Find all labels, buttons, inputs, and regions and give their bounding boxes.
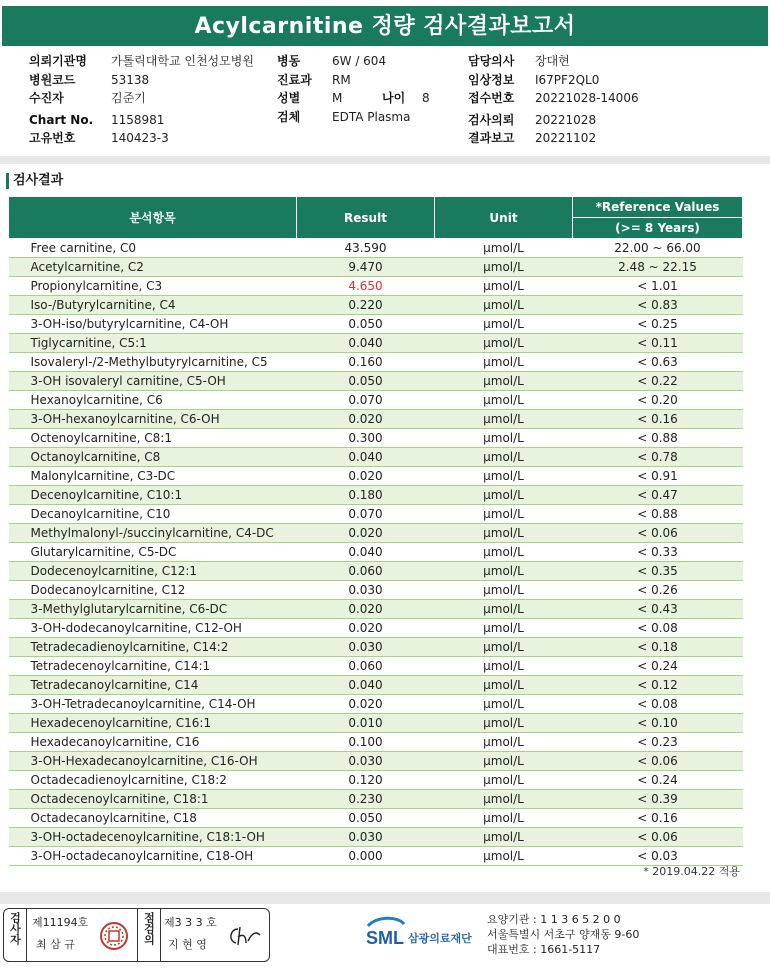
info-row: [468, 89, 639, 108]
info-label: 병동: [277, 54, 301, 68]
info-label: 고유번호: [29, 131, 76, 145]
info-value: 1158981: [111, 112, 165, 127]
table-row: [9, 847, 743, 866]
info-label: 진료과: [277, 72, 312, 87]
info-value: RM: [332, 72, 351, 87]
info-row: [29, 129, 254, 148]
analyte-name: Octanoylcarnitine, C8: [9, 448, 297, 467]
reference-value: < 0.23: [573, 733, 743, 752]
result-value: 9.470: [297, 258, 435, 277]
divider: [160, 909, 161, 961]
result-value: 0.040: [297, 543, 435, 562]
info-value: 가톨릭대학교 인천성모병원: [111, 54, 254, 68]
examiner-label-text: 검사자: [8, 912, 22, 945]
result-value: 0.000: [297, 847, 435, 866]
table-row: [9, 334, 743, 353]
result-value: 0.030: [297, 581, 435, 600]
info-label: 성별: [277, 91, 301, 105]
reference-value: < 0.33: [573, 543, 743, 562]
reference-value: < 1.01: [573, 277, 743, 296]
result-value: 0.040: [297, 676, 435, 695]
unit-value: μmol/L: [435, 239, 573, 258]
info-row: [277, 52, 430, 71]
reference-value: < 0.18: [573, 638, 743, 657]
unit-value: μmol/L: [435, 676, 573, 695]
reference-value: < 0.11: [573, 334, 743, 353]
result-value: 0.160: [297, 353, 435, 372]
analyte-name: Tiglycarnitine, C5:1: [9, 334, 297, 353]
divider: [137, 909, 138, 961]
info-row: [277, 89, 430, 108]
analyte-name: Hexadecanoylcarnitine, C16: [9, 733, 297, 752]
table-row: [9, 448, 743, 467]
info-value: 53138: [111, 72, 150, 87]
reference-value: < 0.25: [573, 315, 743, 334]
info-label: 병원코드: [29, 72, 76, 87]
reviewer-name: 지 현 영: [168, 938, 207, 951]
table-row: [9, 809, 743, 828]
signature-icon: [226, 923, 262, 949]
info-label: 수진자: [29, 91, 64, 105]
result-value: 4.650: [297, 277, 435, 296]
analyte-name: 3-OH-octadecenoylcarnitine, C18:1-OH: [9, 828, 297, 847]
analyte-name: Propionylcarnitine, C3: [9, 277, 297, 296]
unit-value: μmol/L: [435, 486, 573, 505]
info-value: 6W / 604: [332, 54, 387, 68]
info-label: 담당의사: [468, 54, 515, 68]
col-ref-header: *Reference Values: [573, 197, 743, 218]
info-value: 20221102: [535, 131, 597, 145]
info-value: I67PF2QL0: [535, 72, 600, 87]
institution-address: 서울특별시 서초구 양재동 9-60: [487, 928, 640, 941]
analyte-name: Malonylcarnitine, C3-DC: [9, 467, 297, 486]
info-value: 20221028: [535, 112, 597, 127]
table-row: [9, 676, 743, 695]
results-table: [8, 196, 743, 866]
table-row: [9, 429, 743, 448]
result-value: 0.070: [297, 391, 435, 410]
result-value: 0.020: [297, 695, 435, 714]
info-value: 김준기: [111, 91, 146, 105]
info-row: [277, 71, 430, 90]
unit-value: μmol/L: [435, 733, 573, 752]
reference-value: 2.48 ~ 22.15: [573, 258, 743, 277]
reference-value: 22.00 ~ 66.00: [573, 239, 743, 258]
reviewer-number: 제3 3 3 호: [164, 916, 217, 929]
analyte-name: Acetylcarnitine, C2: [9, 258, 297, 277]
analyte-name: 3-OH-hexanoylcarnitine, C6-OH: [9, 410, 297, 429]
unit-value: μmol/L: [435, 448, 573, 467]
result-value: 0.010: [297, 714, 435, 733]
table-row: [9, 828, 743, 847]
unit-value: μmol/L: [435, 619, 573, 638]
unit-value: μmol/L: [435, 258, 573, 277]
unit-value: μmol/L: [435, 467, 573, 486]
analyte-name: Iso-/Butyrylcarnitine, C4: [9, 296, 297, 315]
footer-band: [0, 892, 770, 904]
patient-info-col3: [468, 52, 639, 148]
info-value: 장대현: [535, 54, 570, 68]
info-row: [29, 89, 254, 108]
analyte-name: Octadecanoylcarnitine, C18: [9, 809, 297, 828]
unit-value: μmol/L: [435, 372, 573, 391]
table-row: [9, 505, 743, 524]
table-row: [9, 790, 743, 809]
unit-value: μmol/L: [435, 828, 573, 847]
reference-value: < 0.16: [573, 809, 743, 828]
reference-value: < 0.63: [573, 353, 743, 372]
result-value: 0.030: [297, 828, 435, 847]
unit-value: μmol/L: [435, 714, 573, 733]
col-unit-header: Unit: [435, 197, 573, 239]
reference-value: < 0.03: [573, 847, 743, 866]
unit-value: μmol/L: [435, 524, 573, 543]
info-label: 검사의뢰: [468, 112, 515, 127]
result-value: 0.040: [297, 448, 435, 467]
institution-info: [487, 912, 639, 957]
reference-value: < 0.39: [573, 790, 743, 809]
analyte-name: 3-OH-Tetradecanoylcarnitine, C14-OH: [9, 695, 297, 714]
result-value: 0.100: [297, 733, 435, 752]
analyte-name: Glutarylcarnitine, C5-DC: [9, 543, 297, 562]
unit-value: μmol/L: [435, 809, 573, 828]
sml-logo-icon: [364, 912, 482, 958]
table-row: [9, 277, 743, 296]
info-label: Chart No.: [29, 112, 94, 127]
col-ref-subheader: (>= 8 Years): [573, 218, 743, 239]
table-row: [9, 581, 743, 600]
result-value: 0.020: [297, 619, 435, 638]
info-value: EDTA Plasma: [332, 109, 411, 124]
logo-text: SML: [366, 928, 404, 948]
analyte-name: Methylmalonyl-/succinylcarnitine, C4-DC: [9, 524, 297, 543]
info-label: 임상정보: [468, 72, 515, 87]
table-row: [9, 315, 743, 334]
unit-value: μmol/L: [435, 562, 573, 581]
result-value: 0.230: [297, 790, 435, 809]
table-row: [9, 714, 743, 733]
result-value: 0.020: [297, 524, 435, 543]
info-row: [29, 52, 254, 71]
analyte-name: Decanoylcarnitine, C10: [9, 505, 297, 524]
unit-value: μmol/L: [435, 752, 573, 771]
unit-value: μmol/L: [435, 391, 573, 410]
examiner-seal-icon: [99, 921, 129, 951]
result-value: 43.590: [297, 239, 435, 258]
results-body: [9, 239, 743, 866]
result-value: 0.120: [297, 771, 435, 790]
unit-value: μmol/L: [435, 790, 573, 809]
unit-value: μmol/L: [435, 410, 573, 429]
unit-value: μmol/L: [435, 657, 573, 676]
reference-value: < 0.88: [573, 429, 743, 448]
reference-value: < 0.06: [573, 828, 743, 847]
unit-value: μmol/L: [435, 847, 573, 866]
reference-value: < 0.24: [573, 771, 743, 790]
age-value: 8: [422, 91, 430, 105]
table-row: [9, 467, 743, 486]
report-title: Acylcarnitine 정량 검사결과보고서: [2, 6, 768, 46]
info-label: 결과보고: [468, 131, 515, 145]
info-row: [29, 111, 254, 130]
signature-box: [3, 908, 270, 962]
unit-value: μmol/L: [435, 277, 573, 296]
reference-value: < 0.06: [573, 524, 743, 543]
reference-value: < 0.12: [573, 676, 743, 695]
table-row: [9, 657, 743, 676]
divider: [26, 909, 27, 961]
analyte-name: Octadecenoylcarnitine, C18:1: [9, 790, 297, 809]
table-row: [9, 752, 743, 771]
analyte-name: 3-OH-Hexadecanoylcarnitine, C16-OH: [9, 752, 297, 771]
reference-value: < 0.91: [573, 467, 743, 486]
institution-code: 요양기관 : 1 1 3 6 5 2 0 0: [487, 913, 621, 926]
table-row: [9, 733, 743, 752]
table-row: [9, 410, 743, 429]
table-row: [9, 638, 743, 657]
analyte-name: Hexadecenoylcarnitine, C16:1: [9, 714, 297, 733]
info-value: 140423-3: [111, 131, 169, 145]
unit-value: μmol/L: [435, 771, 573, 790]
unit-value: μmol/L: [435, 695, 573, 714]
table-row: [9, 695, 743, 714]
unit-value: μmol/L: [435, 315, 573, 334]
result-value: 0.050: [297, 315, 435, 334]
unit-value: μmol/L: [435, 334, 573, 353]
info-row: [468, 71, 639, 90]
table-row: [9, 486, 743, 505]
reference-value: < 0.43: [573, 600, 743, 619]
reference-value: < 0.16: [573, 410, 743, 429]
info-row: [468, 52, 639, 71]
info-row: [277, 108, 430, 127]
info-label: 접수번호: [468, 91, 515, 105]
table-row: [9, 619, 743, 638]
unit-value: μmol/L: [435, 505, 573, 524]
result-value: 0.030: [297, 752, 435, 771]
reference-note: * 2019.04.22 적용: [643, 865, 740, 878]
result-value: 0.220: [297, 296, 435, 315]
result-value: 0.060: [297, 657, 435, 676]
reference-value: < 0.26: [573, 581, 743, 600]
unit-value: μmol/L: [435, 429, 573, 448]
result-value: 0.020: [297, 467, 435, 486]
age-label: 나이: [382, 91, 406, 105]
reference-value: < 0.08: [573, 695, 743, 714]
analyte-name: 3-Methylglutarylcarnitine, C6-DC: [9, 600, 297, 619]
reference-value: < 0.22: [573, 372, 743, 391]
reference-value: < 0.06: [573, 752, 743, 771]
unit-value: μmol/L: [435, 353, 573, 372]
unit-value: μmol/L: [435, 543, 573, 562]
reviewer-label: [142, 912, 156, 948]
result-value: 0.300: [297, 429, 435, 448]
unit-value: μmol/L: [435, 296, 573, 315]
col-item-header: 분석항목: [9, 197, 297, 239]
institution-phone: 대표번호 : 1661-5117: [487, 943, 601, 956]
analyte-name: Isovaleryl-/2-Methylbutyrylcarnitine, C5: [9, 353, 297, 372]
analyte-name: 3-OH-octadecanoylcarnitine, C18-OH: [9, 847, 297, 866]
reference-value: < 0.83: [573, 296, 743, 315]
result-value: 0.180: [297, 486, 435, 505]
result-value: 0.040: [297, 334, 435, 353]
result-value: 0.020: [297, 410, 435, 429]
reviewer-label-text: 점검의: [142, 912, 156, 945]
table-row: [9, 372, 743, 391]
info-row: [468, 111, 639, 130]
result-value: 0.070: [297, 505, 435, 524]
analyte-name: Octadecadienoylcarnitine, C18:2: [9, 771, 297, 790]
col-result-header: Result: [297, 197, 435, 239]
reference-value: < 0.78: [573, 448, 743, 467]
patient-info: [0, 52, 770, 160]
reference-value: < 0.47: [573, 486, 743, 505]
info-row: [468, 129, 639, 148]
analyte-name: Octenoylcarnitine, C8:1: [9, 429, 297, 448]
reference-value: < 0.20: [573, 391, 743, 410]
table-row: [9, 296, 743, 315]
analyte-name: 3-OH-iso/butyrylcarnitine, C4-OH: [9, 315, 297, 334]
table-row: [9, 353, 743, 372]
info-value: M: [332, 91, 343, 105]
analyte-name: Decenoylcarnitine, C10:1: [9, 486, 297, 505]
unit-value: μmol/L: [435, 581, 573, 600]
section-title: 검사결과: [6, 173, 63, 189]
analyte-name: 3-OH-dodecanoylcarnitine, C12-OH: [9, 619, 297, 638]
divider-band: [0, 156, 770, 164]
logo-org: 삼광의료재단: [408, 932, 472, 945]
patient-info-col2: [277, 52, 430, 126]
examiner-name: 최 삼 규: [36, 938, 75, 951]
analyte-name: Hexanoylcarnitine, C6: [9, 391, 297, 410]
info-label: 검체: [277, 109, 301, 124]
result-value: 0.030: [297, 638, 435, 657]
result-value: 0.050: [297, 372, 435, 391]
analyte-name: Dodecanoylcarnitine, C12: [9, 581, 297, 600]
info-row: [29, 71, 254, 90]
table-row: [9, 524, 743, 543]
unit-value: μmol/L: [435, 600, 573, 619]
table-row: [9, 258, 743, 277]
table-row: [9, 543, 743, 562]
result-value: 0.020: [297, 600, 435, 619]
analyte-name: Tetradecanoylcarnitine, C14: [9, 676, 297, 695]
analyte-name: Tetradecenoylcarnitine, C14:1: [9, 657, 297, 676]
table-row: [9, 391, 743, 410]
table-row: [9, 239, 743, 258]
table-row: [9, 600, 743, 619]
reference-value: < 0.08: [573, 619, 743, 638]
sml-logo: [364, 912, 482, 958]
reference-value: < 0.88: [573, 505, 743, 524]
analyte-name: Tetradecadienoylcarnitine, C14:2: [9, 638, 297, 657]
patient-info-col1: [29, 52, 254, 148]
examiner-label: [8, 912, 22, 948]
result-value: 0.050: [297, 809, 435, 828]
analyte-name: Free carnitine, C0: [9, 239, 297, 258]
examiner-number: 제11194호: [32, 916, 89, 929]
unit-value: μmol/L: [435, 638, 573, 657]
table-row: [9, 562, 743, 581]
table-row: [9, 771, 743, 790]
reference-value: < 0.10: [573, 714, 743, 733]
analyte-name: 3-OH isovaleryl carnitine, C5-OH: [9, 372, 297, 391]
result-value: 0.060: [297, 562, 435, 581]
reference-value: < 0.35: [573, 562, 743, 581]
analyte-name: Dodecenoylcarnitine, C12:1: [9, 562, 297, 581]
info-label: 의뢰기관명: [29, 54, 87, 68]
info-value: 20221028-14006: [535, 91, 639, 105]
table-header-row: [9, 197, 743, 218]
reference-value: < 0.24: [573, 657, 743, 676]
